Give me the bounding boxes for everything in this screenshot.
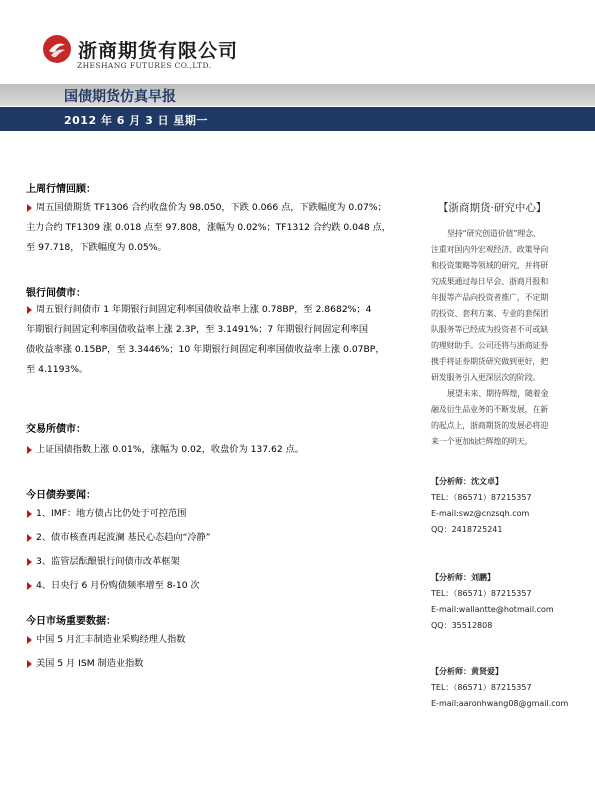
analyst-qq: QQ：35512808 xyxy=(431,621,493,630)
sidebar-line: 和投资策略等领域的研究，并将研 xyxy=(431,261,548,270)
company-name-cn: 浙商期货有限公司 xyxy=(78,40,239,62)
zheshang-logo-icon xyxy=(42,34,72,64)
weekly-review-text xyxy=(26,198,418,258)
analyst-name: 【分析师：黄贤爱】 xyxy=(431,667,503,676)
weekly-review-title: 上周行情回顾： xyxy=(26,184,96,195)
news-item[interactable]: 2、债市核查再起波澜 基民心态趋向“冷静” xyxy=(26,526,418,550)
exchange-text xyxy=(26,440,418,460)
analyst-tel: TEL：（86571）87215357 xyxy=(431,493,532,502)
bullet-triangle-icon xyxy=(27,636,32,644)
data-item: 美国 5 月 ISM 制造业指数 xyxy=(26,652,418,676)
analyst-name: 【分析师：刘鹏】 xyxy=(431,573,495,582)
company-name-en: ZHESHANG FUTURES CO.,LTD. xyxy=(77,61,212,70)
weekly-review-line: 周五国债期货 TF1306 合约收盘价为 98.050，下跌 0.066 点，下跌幅度为 0.07%； xyxy=(26,198,418,218)
bullet-triangle-icon xyxy=(27,534,32,542)
analyst-email[interactable]: E-mail:aaronhwang08@gmail.com xyxy=(431,699,569,708)
sidebar-line: 究成果通过每日早会、浙商月报和 xyxy=(431,277,548,286)
analyst-qq: QQ：2418725241 xyxy=(431,525,503,534)
bullet-triangle-icon xyxy=(27,446,32,454)
sidebar-line: 坚持“研究创造价值”理念， xyxy=(447,229,541,238)
data-today-list xyxy=(26,628,418,676)
bullet-triangle-icon xyxy=(27,204,32,212)
interbank-line: 年期银行间固定利率国债收益率上涨 2.3P，至 3.1491%；7 年期银行间固定利率国 xyxy=(26,324,369,335)
sidebar-line: 融及衍生品业务的不断发展，在新 xyxy=(431,405,548,414)
date-bar xyxy=(0,107,595,131)
analyst-tel: TEL：（86571）87215357 xyxy=(431,683,532,692)
news-item[interactable]: 1、IMF：地方债占比仍处于可控范围 xyxy=(26,502,418,526)
bullet-triangle-icon xyxy=(27,660,32,668)
report-title: 国债期货仿真早报 xyxy=(64,89,176,105)
analyst-tel: TEL：（86571）87215357 xyxy=(431,589,532,598)
news-item[interactable]: 4、日央行 6 月份购债频率增至 8-10 次 xyxy=(26,574,418,598)
exchange-title: 交易所债市： xyxy=(26,424,86,435)
analyst-email[interactable]: E-mail:wallantte@hotmail.com xyxy=(431,605,554,614)
bullet-triangle-icon xyxy=(27,306,32,314)
analyst-email[interactable]: E-mail:swz@cnzsqh.com xyxy=(431,509,530,518)
analyst-card xyxy=(431,474,581,538)
news-title: 今日债券要闻： xyxy=(26,490,96,501)
sidebar-line: 队服务等已经成为投资者不可或缺 xyxy=(431,325,548,334)
interbank-line: 债收益率涨 0.15BP，至 3.3446%；10 年期银行间固定利率国债收益率上涨 0.07BP， xyxy=(26,344,385,355)
news-item[interactable]: 3、监管层酝酿银行间债市改革框架 xyxy=(26,550,418,574)
interbank-text xyxy=(26,300,418,380)
sidebar-line: 研发服务引入更深层次的阶段。 xyxy=(431,373,541,382)
sidebar-line: 注重对国内外宏观经济、政策导向 xyxy=(431,245,548,254)
sidebar-intro xyxy=(431,226,577,450)
sidebar-line: 来一个更加灿烂辉煌的明天。 xyxy=(431,437,533,446)
sidebar-line: 携手将证券期货研究做到更好，把 xyxy=(431,357,548,366)
data-item: 中国 5 月汇丰制造业采购经理人指数 xyxy=(26,628,418,652)
analyst-card xyxy=(431,664,581,712)
interbank-title: 银行间债市： xyxy=(26,288,86,299)
report-date: 2012 年 6 月 3 日 星期一 xyxy=(64,114,208,127)
sidebar-line: 的投资、套利方案、专业的套保团 xyxy=(431,309,548,318)
sidebar-line: 年报等产品向投资者推广，不定期 xyxy=(431,293,548,302)
sidebar-line: 的起点上，浙商期货的发展必将迎 xyxy=(431,421,548,430)
sidebar-line: 展望未来、期待辉煌，随着金 xyxy=(447,389,549,398)
data-today-title: 今日市场重要数据： xyxy=(26,616,116,627)
interbank-line: 至 4.1193%。 xyxy=(26,364,89,375)
title-bar xyxy=(0,84,595,106)
bullet-triangle-icon xyxy=(27,510,32,518)
news-list xyxy=(26,502,418,598)
weekly-review-line: 至 97.718，下跌幅度为 0.05%。 xyxy=(26,242,167,253)
analyst-card xyxy=(431,570,581,634)
analyst-name: 【分析师：沈文卓】 xyxy=(431,477,503,486)
bullet-triangle-icon xyxy=(27,582,32,590)
sidebar-line: 的理财助手。公司还将与浙商证券 xyxy=(431,341,548,350)
sidebar-title: 【浙商期货·研究中心】 xyxy=(438,202,547,214)
exchange-line: 上证国债指数上涨 0.01%，涨幅为 0.02，收盘价为 137.62 点。 xyxy=(26,440,418,460)
interbank-line: 周五银行间债市 1 年期银行间固定利率国债收益率上涨 0.78BP，至 2.8682%；4 xyxy=(26,300,418,320)
bullet-triangle-icon xyxy=(27,558,32,566)
weekly-review-line: 主力合约 TF1309 涨 0.018 点至 97.808，涨幅为 0.02%；TF1312 合约跌 0.048 点， xyxy=(26,222,391,233)
